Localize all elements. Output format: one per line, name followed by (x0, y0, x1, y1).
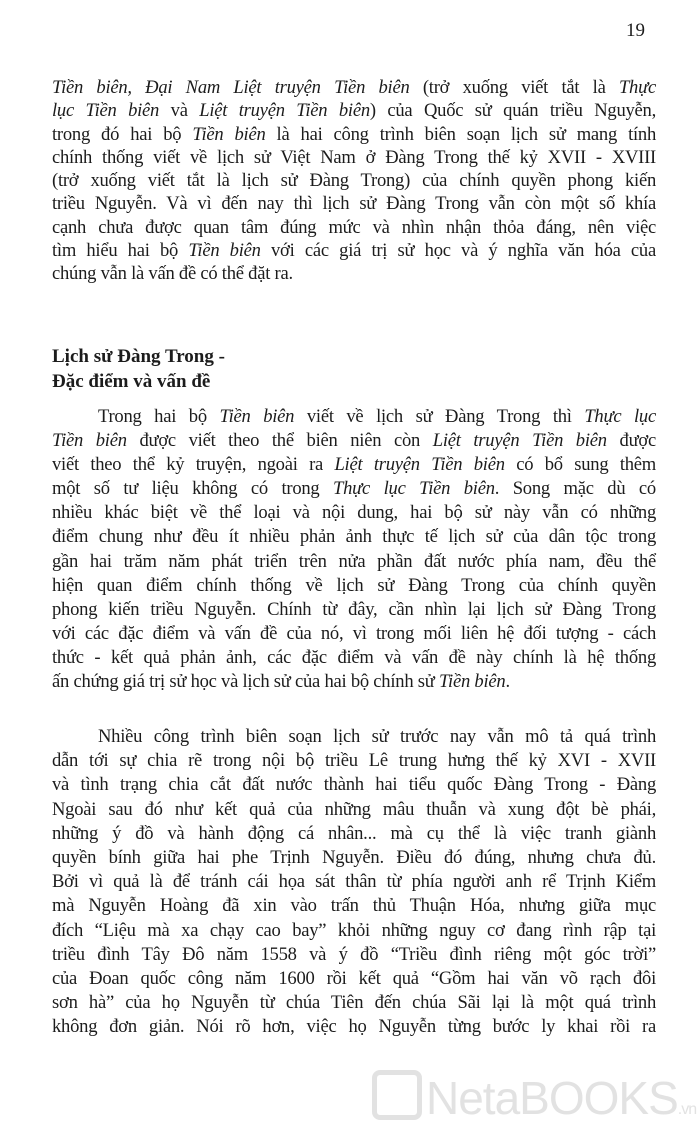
body-text: (trở xuống viết tắt là (409, 77, 619, 98)
body-text: ) của Quốc sử quán triều Nguyễn, (369, 100, 656, 122)
text-line (52, 967, 656, 991)
text-line (52, 239, 656, 262)
body-text: điểm chung như đều ít nhiều phản ảnh thực tế lịch sử của dân tộc trong (52, 526, 656, 548)
body-text: thức - kết quả phản ảnh, các đặc điểm và vấn đề này chính là hệ thống (52, 646, 656, 668)
text-line (52, 525, 656, 549)
text-line (52, 919, 656, 943)
body-text: được viết theo thể biên niên còn (126, 430, 433, 452)
text-line (52, 725, 656, 749)
text-line (52, 870, 656, 894)
italic-title-text: Liệt truyện Tiền biên (334, 454, 505, 476)
text-line (52, 477, 656, 501)
text-line (52, 846, 656, 870)
body-text: với các giá trị sử học và ý nghĩa văn hóa của (260, 240, 656, 262)
italic-title-text: lục Tiền biên (52, 100, 160, 122)
paragraph-intro-continued (52, 76, 656, 286)
italic-title-text: Liệt truyện Tiền biên (199, 100, 370, 122)
body-text: gần hai trăm năm phát triển trên nửa phần đất nước phía nam, đều thể (52, 550, 656, 572)
heading-line: Đặc điểm và vấn đề (52, 371, 211, 392)
italic-title-text: Tiền biên (219, 406, 295, 427)
text-line (52, 550, 656, 574)
body-text: Trong hai bộ (98, 406, 220, 427)
text-line (52, 429, 656, 453)
text-line (52, 216, 656, 239)
paragraph-characteristics (52, 405, 656, 694)
body-text: cạnh chưa được quan tâm đúng mức và nhìn nhận thỏa đáng, nên việc (52, 216, 656, 238)
body-text: phong kiến triều Nguyễn. Chính từ đây, cần nhìn lại lịch sử Đàng Trong (52, 598, 656, 620)
text-line (52, 943, 656, 967)
body-text: sơn hà” của họ Nguyễn từ chúa Tiên đến chúa Sãi lại là một quá trình (52, 992, 656, 1014)
italic-title-text: Tiền biên (52, 430, 127, 452)
body-text: có bổ sung thêm (504, 454, 657, 476)
body-text: đích “Liệu mà xa chạy cao bay” khỏi những nguy cơ đang rình rập tại (52, 919, 656, 941)
text-line (52, 99, 656, 122)
text-line (52, 574, 656, 598)
italic-title-text: Liệt truyện Tiền biên (432, 430, 607, 452)
text-line (52, 749, 656, 773)
text-line (52, 598, 656, 622)
italic-title-text: Tiền biên, Đại Nam Liệt truyện Tiền biên (52, 77, 410, 98)
paragraph-history (52, 725, 656, 1040)
body-text: quyền bính giữa hai phe Trịnh Nguyễn. Điều đó đúng, nhưng chưa đủ. (52, 847, 656, 869)
body-text: Bởi vì quả là để tránh cái họa sát thân từ phía người anh rể Trịnh Kiểm (52, 871, 656, 893)
body-text: (trở xuống viết tắt là lịch sử Đàng Trong) của chính quyền phong kiến (52, 170, 656, 192)
text-line (52, 1015, 656, 1039)
body-text: viết về lịch sử Đàng Trong thì (294, 406, 585, 427)
body-text: hiện quan điểm chính thống về lịch sử Đàng Trong của chính quyền (52, 574, 656, 596)
italic-title-text: Thực (618, 77, 656, 98)
body-text: Nhiều công trình biên soạn lịch sử trước nay vẫn mô tả quá trình (98, 726, 656, 747)
italic-title-text: Tiền biên (188, 240, 261, 262)
body-text: viết theo thể kỷ truyện, ngoài ra (52, 454, 335, 476)
body-text: là hai công trình biên soạn lịch sử mang tính (265, 123, 656, 145)
text-line (52, 405, 656, 429)
text-line (52, 169, 656, 192)
italic-title-text: Thực lục Tiền biên (333, 478, 495, 500)
body-text: những ý đồ và hành động cá nhân... mà cụ thể là việc tranh giành (52, 822, 656, 844)
watermark-brand: NetaBOOKS (426, 1072, 678, 1124)
body-text: trong đó hai bộ (52, 123, 193, 145)
text-line (52, 262, 656, 285)
body-text: . (505, 671, 510, 693)
body-text: triều đình Tây Đô năm 1558 và ý đồ “Triều đình riêng một góc trời” (52, 943, 656, 965)
body-text: không đơn giản. Nói rõ hơn, việc họ Nguyễn từng bước ly khai rồi ra (52, 1016, 656, 1038)
netabooks-watermark (372, 1070, 696, 1125)
watermark-suffix: .vn (677, 1101, 697, 1118)
text-line (52, 76, 656, 99)
text-line (52, 453, 656, 477)
body-text: và (159, 100, 200, 122)
body-text: Ngoài sau đó như kết quả của những mâu thuẫn và xung đột bè phái, (52, 798, 656, 820)
text-line (52, 123, 656, 146)
text-line (52, 501, 656, 525)
section-heading (52, 344, 656, 394)
body-text: với các đặc điểm và vấn đề của nó, vì trong mối liên hệ đối tượng - cách (52, 622, 656, 644)
text-line (52, 894, 656, 918)
body-text: dẫn tới sự chia rẽ trong nội bộ triều Lê trung hưng thế kỷ XVI - XVII (52, 750, 656, 772)
text-line (52, 670, 656, 694)
text-line (52, 798, 656, 822)
body-text: của Đoan quốc công năm 1600 rồi kết quả “Gồm hai văn võ rạch đôi (52, 968, 656, 990)
text-line (52, 146, 656, 169)
text-line (52, 991, 656, 1015)
body-text: tìm hiểu hai bộ (52, 240, 189, 262)
text-line (52, 622, 656, 646)
text-line (52, 773, 656, 797)
body-text: chúng vẫn là vấn đề có thể đặt ra. (52, 263, 293, 285)
text-line (52, 646, 656, 670)
page-number: 19 (626, 20, 645, 41)
body-text: chính thống viết về lịch sử Việt Nam ở Đàng Trong thế kỷ XVII - XVIII (52, 146, 656, 168)
text-line (52, 822, 656, 846)
body-text: . Song mặc dù có (494, 478, 656, 500)
italic-title-text: Tiền biên (192, 123, 266, 145)
text-line (52, 192, 656, 215)
body-text: một số tư liệu không có trong (52, 478, 334, 500)
body-text: mà Nguyễn Hoàng đã xin vào trấn thủ Thuận Hóa, nhưng giữa mục (52, 895, 656, 917)
netabooks-logo-icon (372, 1070, 422, 1120)
body-text: được (606, 430, 656, 452)
italic-title-text: Thực lục (584, 406, 656, 427)
body-text: và tình trạng chia cắt đất nước thành hai tiểu quốc Đàng Trong - Đàng (52, 774, 656, 796)
heading-line: Lịch sử Đàng Trong - (52, 346, 225, 367)
body-text: triều Nguyễn. Và vì đến nay thì lịch sử Đàng Trong vẫn còn một số khía (52, 193, 656, 215)
body-text: ấn chứng giá trị sử học và lịch sử của hai bộ chính sử (52, 671, 439, 693)
italic-title-text: Tiền biên (438, 671, 506, 693)
body-text: nhiều khác biệt về thể loại và nội dung, hai bộ sử này vẫn có những (52, 502, 656, 524)
